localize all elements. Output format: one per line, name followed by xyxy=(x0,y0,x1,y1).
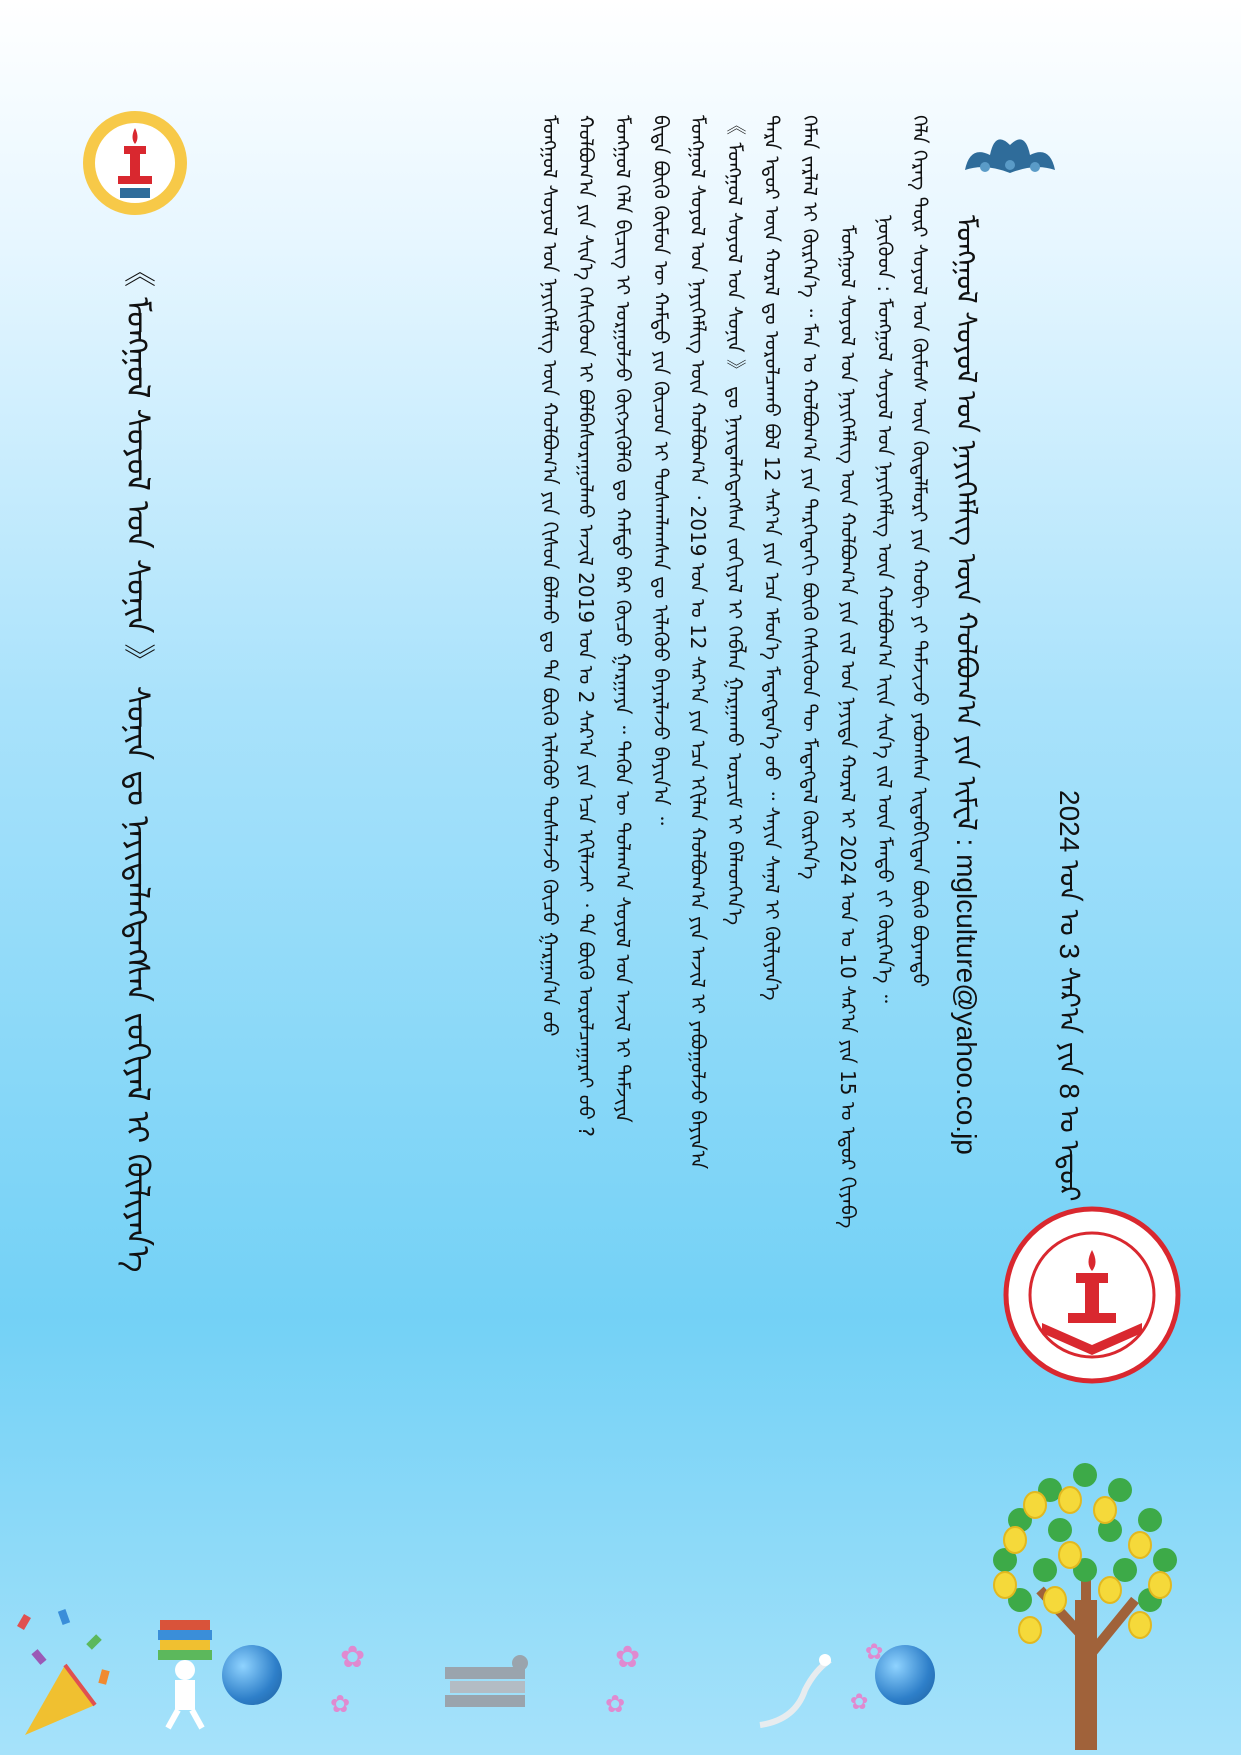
body-column-8: ᠪᠢᠳᠡ ᠪᠦᠬᠦ ᠬᠦᠮᠦᠨ ᠦ ᠬᠠᠮᠲᠤ ᠶᠢᠨ ᠬᠦᠴᠦᠨ ᠢ ᠲᠤᠰᠬᠠᠯᠠᠭᠰᠠᠨ ᠳᠤ ᠢᠯᠡᠭᠦᠦ ᠪᠠᠶᠠᠷᠯᠠᠵᠤ ᠪᠠᠶᠢᠨ᠎ᠠ ᠃ xyxy=(649,115,673,826)
cloud-ornament-icon xyxy=(955,125,1065,185)
society-seal-icon xyxy=(1002,1205,1182,1385)
flower-icon: ✿ xyxy=(330,1690,351,1718)
body-column-11: ᠮᠣᠩᠭᠣᠯ ᠰᠣᠶᠣᠯ ᠤᠨ ᠨᠡᠶᠢᠭᠡᠮᠯᠢᠭ ᠦᠨ ᠬᠣᠯᠪᠣᠭ᠎ᠠ ᠶᠢᠨ ᠭᠢᠰᠦᠨ ᠪᠣᠯᠬᠤ ᠳᠤ ᠲᠠ ᠪᠦᠬᠦ ᠢᠯᠡᠭᠦᠦ ᠲᠤᠰᠠᠯᠠᠵᠤ ᠬᠦᠴᠦ ᠭᠠᠷᠭᠠᠨ᠎ᠠ ᠤᠤ xyxy=(538,115,562,1037)
body-column-1: ᠭᠡᠯᠡ ᠬᠡᠷᠡᠭ ᠲᠦᠷ ᠰᠣᠶᠣᠯ ᠤᠨ ᠬᠥᠮᠦᠰ ᠦᠨ ᠬᠦᠳᠡᠯᠮᠦᠷᠢ ᠶᠢᠨ ᠬᠤᠪᠢ ᠶᠢ ᠳᠡᠮᠵᠢᠵᠦ ᠶᠠᠪᠤᠭᠰᠠᠨ ᠢᠳᠡᠪᠬᠢᠲᠡᠨ ᠪᠦᠬᠦ ᠪᠤᠶᠠᠨᠲᠣ xyxy=(908,115,932,988)
stairs-climber-icon xyxy=(755,1650,835,1730)
stack-of-books-icon xyxy=(440,1645,540,1725)
bottom-title: 《 ᠮᠣᠩᠭᠣᠯ ᠰᠣᠶᠣᠯ ᠤᠨ ᠰᠣᠨᠢᠨ 》 ᠰᠣᠨᠢᠨ ᠳᠤ ᠨᠡᠶᠢᠲᠡᠯᠡᠭᠳᠡᠭᠰᠡᠨ ᠵᠣᠬᠢᠶᠠᠯ ᠢ ᠬᠦᠯᠢᠶᠡᠨ᠎ᠡ xyxy=(119,255,157,1273)
flower-icon: ✿ xyxy=(865,1640,884,1665)
date-line: 2024 ᠣᠨ ᠤ 3 ᠰᠠᠷ᠎ᠠ ᠶᠢᠨ 8 ᠤ ᠡᠳᠦᠷ xyxy=(1054,790,1085,1202)
body-column-4: ᠬᠡᠮᠡᠨ ᠵᠠᠷᠯᠠᠯ ᠢ ᠬᠦᠷᠭᠡᠨ᠎ᠡ ᠃ ᠮᠠᠨ ᠤ ᠬᠣᠯᠪᠣᠭ᠎ᠠ ᠶᠢᠨ ᠳᠡᠷᠭᠡᠳᠡᠬᠢ ᠪᠦᠬᠦ ᠭᠡᠰᠢᠭᠦᠳ ᠲᠦ ᠮᠡᠳᠡᠭᠳᠡᠯ ᠬᠦᠷᠭᠡᠨ᠎ᠡ xyxy=(798,115,822,880)
body-column-3: ᠮᠣᠩᠭᠣᠯ ᠰᠣᠶᠣᠯ ᠤᠨ ᠨᠡᠶᠢᠭᠡᠮᠯᠢᠭ ᠦᠨ ᠬᠣᠯᠪᠣᠭ᠎ᠠ ᠶᠢᠨ ᠵᠢᠯ ᠤᠨ ᠨᠡᠶᠢᠲᠡ ᠬᠤᠷᠠᠯ ᠢ 2024 ᠣᠨ ᠤ 10 ᠰᠠᠷ᠎ᠠ ᠶᠢᠨ 15 ᠤ ᠡᠳᠦᠷ ᠬᠢᠶᠠᠪᠠ xyxy=(836,225,860,1229)
flower-icon: ✿ xyxy=(340,1640,366,1675)
globe-icon xyxy=(875,1645,935,1705)
society-logo-small-icon xyxy=(80,108,190,218)
contact-email-line: ᠮᠣᠩᠭᠣᠯ ᠰᠣᠶᠣᠯ ᠤᠨ ᠨᠡᠶᠢᠭᠡᠮᠯᠢᠭ ᠦᠨ ᠬᠣᠯᠪᠣᠭ᠎ᠠ ᠶᠢᠨ ᠢᠮᠸᠯ : mglculture@yahoo.co.jp xyxy=(951,215,982,1155)
flower-icon: ✿ xyxy=(850,1690,869,1715)
body-column-9: ᠮᠣᠩᠭᠣᠯ ᠬᠡᠯᠡ ᠪᠢᠴᠢᠭ ᠢ ᠤᠷᠭᠤᠯᠵᠤ ᠬᠥᠭᠵᠢᠭᠦᠯᠬᠦ ᠳᠤ ᠬᠠᠮᠲᠤ ᠪᠡᠷ ᠬᠦᠴᠦ ᠭᠠᠷᠭᠠᠶᠠ ᠃ ᠲᠡᠭᠦᠨ ᠦ ᠲᠤᠯᠠᠭ᠎ᠠ ᠰᠣᠶᠣᠯ ᠤᠨ ᠠᠵᠢᠯ ᠢ ᠳᠡᠮᠵᠢᠶᠡ xyxy=(611,115,635,1123)
flower-icon: ✿ xyxy=(615,1640,641,1675)
party-popper-icon xyxy=(5,1595,125,1745)
society-logo-large xyxy=(1002,1205,1182,1385)
body-column-5: ᠲᠡᠷᠡ ᠡᠳᠦᠷ ᠦᠨ ᠬᠤᠷᠠᠯ ᠳᠤ ᠣᠷᠣᠯᠴᠠᠬᠤ ᠪᠣᠯ 12 ᠰᠠᠷ᠎ᠠ ᠶᠢᠨ ᠡᠴᠡ ᠡᠮᠦᠨ᠎ᠡ ᠮᠡᠳᠡᠭᠳᠡᠨ᠎ᠡ ᠦᠦ ᠃ ᠰᠠᠶᠢᠨ ᠰᠠᠨᠠᠯ ᠢ ᠬᠦᠯᠢᠶᠡᠨ᠎ᠡ xyxy=(760,115,784,1001)
body-column-7: ᠮᠣᠩᠭᠣᠯ ᠰᠣᠶᠣᠯ ᠤᠨ ᠨᠡᠶᠢᠭᠡᠮᠯᠢᠭ ᠦᠨ ᠬᠣᠯᠪᠣᠭ᠎ᠠ ᠂ 2019 ᠣᠨ ᠤ 12 ᠰᠠᠷ᠎ᠠ ᠶᠢᠨ ᠡᠴᠡ ᠡᠬᠢᠯᠡᠨ ᠬᠣᠯᠪᠣᠭ᠎ᠠ ᠶᠢᠨ ᠠᠵᠢᠯ ᠢ ᠶᠠᠪᠤᠭᠤᠯᠵᠤ ᠪᠠᠶᠢᠨ᠎ᠠ xyxy=(686,115,710,1170)
body-column-6: 《 ᠮᠣᠩᠭᠣᠯ ᠰᠣᠶᠣᠯ ᠤᠨ ᠰᠣᠨᠢᠨ 》 ᠳᠤ ᠨᠡᠶᠢᠲᠡᠯᠡᠭᠳᠡᠭᠰᠡᠨ ᠵᠣᠬᠢᠶᠠᠯ ᠢ ᠬᠡᠪᠯᠡᠨ ᠭᠠᠷᠭᠠᠬᠤ ᠣᠷᠴᠢᠮ ᠢ ᠪᠡᠯᠡᠳᠭᠡᠨ᠎ᠡ xyxy=(723,115,747,926)
flower-icon: ✿ xyxy=(605,1690,626,1718)
body-column-2: ᠨᠥᠬᠦᠳ : ᠮᠣᠩᠭᠣᠯ ᠰᠣᠶᠣᠯ ᠤᠨ ᠨᠡᠶᠢᠭᠡᠮᠯᠢᠭ ᠦᠨ ᠬᠣᠯᠪᠣᠭ᠎ᠠ ᠢᠢᠨ ᠰᠢᠨ᠎ᠡ ᠵᠢᠯ ᠦᠨ ᠮᠡᠨᠳᠦ ᠵᠢ ᠬᠦᠷᠭᠡᠨ᠎ᠡ ᠃ xyxy=(873,215,897,1003)
lemon-tree-icon xyxy=(960,1440,1210,1750)
person-carrying-books-icon xyxy=(140,1610,240,1730)
body-column-10: ᠬᠣᠯᠪᠣᠭ᠎ᠠ ᠶᠢᠨ ᠰᠢᠨ᠎ᠡ ᠭᠡᠰᠢᠭᠦᠳ ᠢ ᠪᠣᠯᠪᠠᠰᠤᠷᠠᠭᠤᠯᠬᠤ ᠠᠵᠢᠯ 2019 ᠣᠨ ᠤ 2 ᠰᠠᠷ᠎ᠠ ᠶᠢᠨ ᠡᠴᠡ ᠡᠬᠢᠯᠡᠵᠡᠢ ᠂ ᠲᠠ ᠪᠦᠬᠦ ᠣᠷᠣᠯᠴᠠᠭᠠᠷᠠᠢ ᠤᠤ ? xyxy=(574,115,598,1137)
